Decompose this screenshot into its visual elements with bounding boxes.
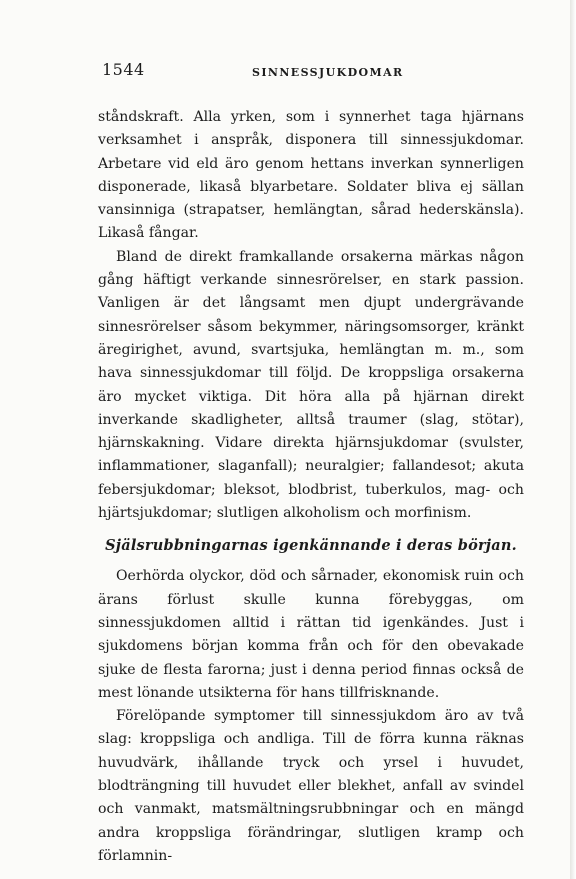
paragraph-symptoms: Förelöpande symptomer till sinnessjukdom äro av två slag: kroppsliga och andliga. Till de förra kunna räknas huvudvärk, ihållande tryck och yrsel i huvudet, blodträngning till huvudet eller blekhet, anfall av svindel och vanmakt, matsmältningsrubbningar och en mängd andra kroppsliga förändringar, slutligen kramp och förlamnin-: [98, 708, 524, 864]
paragraph-causes: Bland de direkt framkallande orsakerna märkas någon gång häftigt verkande sinnesrörelser, en stark passion. Vanligen är det långsamt men djupt undergrävande sinnesrörelser såsom bekymmer, näringsomsorger, kränkt äregirighet, avund, svartsjuka, hemlängtan m. m., som hava sinnessjukdomar till följd. De kroppsliga orsakerna äro mycket viktiga. Dit höra alla på hjärnan direkt inverkande skadligheter, alltså traumer (slag, stötar), hjärnskakning. Vidare direkta hjärnsjukdomar (svulster, inflammationer, slaganfall); neuralgier; fallandesot; akuta febersjukdomar; bleksot, blodbrist, tuberkulos, mag- och hjärtsjukdomar; slutligen alkoholism och morfinism.: [98, 248, 524, 522]
paragraph-recognition: Oerhörda olyckor, död och sårnader, ekonomisk ruin och ärans förlust skulle kunna förebyggas, om sinnessjukdomen alltid i rättan tid igenkändes. Just i sjukdomens början komma från och för den obevakade sjuke de flesta farorna; just i denna period finnas också de mest lönande utsikterna för hans tillfrisknande.: [98, 568, 524, 701]
running-title: SINNESSJUKDOMAR: [252, 66, 404, 79]
paragraph-continued: ståndskraft. Alla yrken, som i synnerhet taga hjärnans verksamhet i anspråk, disponera till sinnessjukdomar. Arbetare vid eld äro genom hettans inverkan synnerligen disponerade, likaså blyarbetare. Soldater bliva ej sällan vansinniga (strapatser, hemlängtan, sårad hederskänsla). Likaså fångar.: [98, 109, 524, 242]
page-body: [98, 106, 524, 868]
scan-edge-shadow: [570, 0, 576, 879]
page-header: [102, 60, 506, 84]
section-heading: Själsrubbningarnas igenkännande i deras början.: [105, 537, 517, 555]
page-number: 1544: [102, 60, 145, 79]
